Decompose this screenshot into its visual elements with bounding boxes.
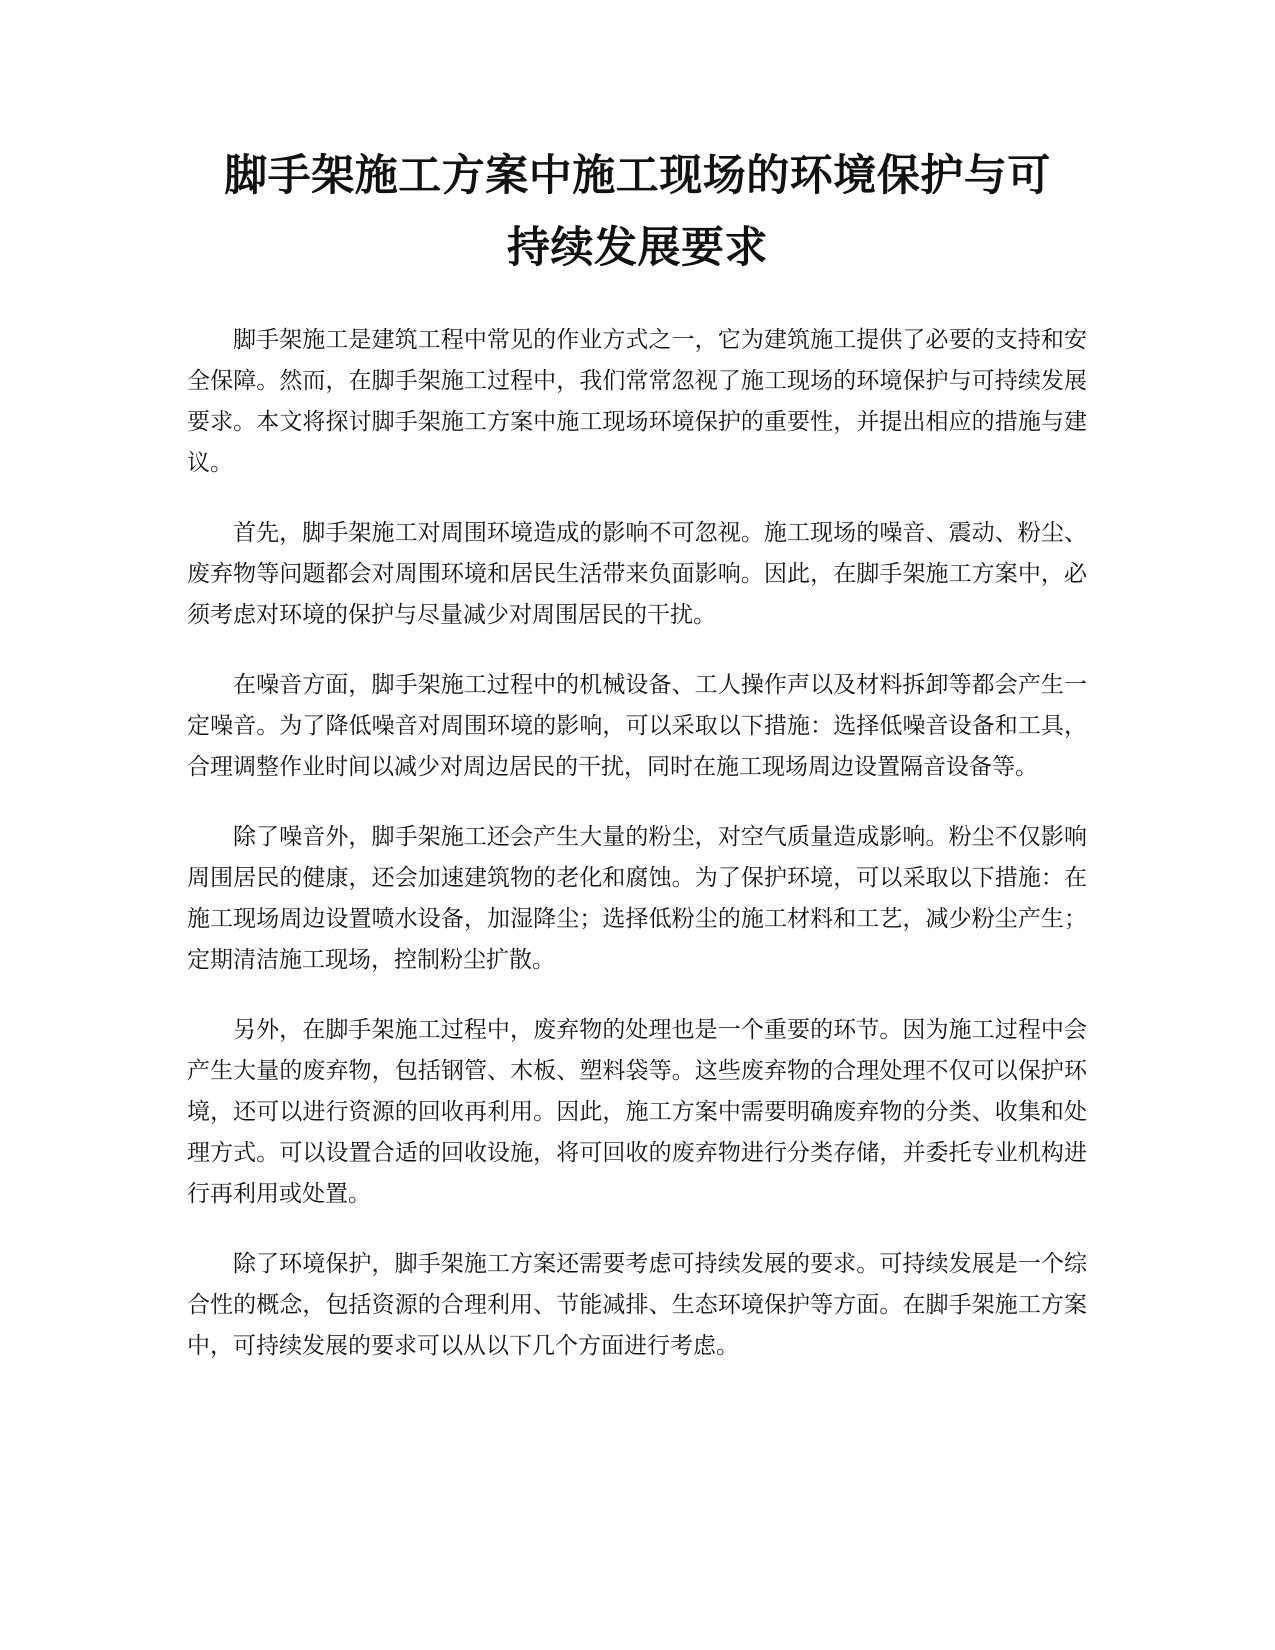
document-body	[187, 320, 1087, 1396]
paragraph-waste: 另外，在脚手架施工过程中，废弃物的处理也是一个重要的环节。因为施工过程中会产生大量的废弃物，包括钢管、木板、塑料袋等。这些废弃物的合理处理不仅可以保护环境，还可以进行资源的回收再利用。因此，施工方案中需要明确废弃物的分类、收集和处理方式。可以设置合适的回收设施，将可回收的废弃物进行分类存储，并委托专业机构进行再利用或处置。	[187, 1017, 1087, 1207]
paragraph-intro: 脚手架施工是建筑工程中常见的作业方式之一，它为建筑施工提供了必要的支持和安全保障。然而，在脚手架施工过程中，我们常常忽视了施工现场的环境保护与可持续发展要求。本文将探讨脚手架施工方案中施工现场环境保护的重要性，并提出相应的措施与建议。	[187, 327, 1087, 476]
title-line-1: 脚手架施工方案中施工现场的环境保护与可	[224, 151, 1051, 201]
paragraph-impact: 首先，脚手架施工对周围环境造成的影响不可忽视。施工现场的噪音、震动、粉尘、废弃物等问题都会对周围环境和居民生活带来负面影响。因此，在脚手架施工方案中，必须考虑对环境的保护与尽量减少对周围居民的干扰。	[187, 520, 1087, 628]
document-title	[180, 140, 1095, 284]
paragraph-noise: 在噪音方面，脚手架施工过程中的机械设备、工人操作声以及材料拆卸等都会产生一定噪音。为了降低噪音对周围环境的影响，可以采取以下措施：选择低噪音设备和工具，合理调整作业时间以减少对周边居民的干扰，同时在施工现场周边设置隔音设备等。	[187, 672, 1087, 780]
paragraph-dust: 除了噪音外，脚手架施工还会产生大量的粉尘，对空气质量造成影响。粉尘不仅影响周围居民的健康，还会加速建筑物的老化和腐蚀。为了保护环境，可以采取以下措施：在施工现场周边设置喷水设备，加湿降尘；选择低粉尘的施工材料和工艺，减少粉尘产生；定期清洁施工现场，控制粉尘扩散。	[187, 824, 1087, 973]
title-line-2: 持续发展要求	[507, 223, 768, 273]
paragraph-sustainability: 除了环境保护，脚手架施工方案还需要考虑可持续发展的要求。可持续发展是一个综合性的概念，包括资源的合理利用、节能减排、生态环境保护等方面。在脚手架施工方案中，可持续发展的要求可以从以下几个方面进行考虑。	[187, 1251, 1087, 1359]
